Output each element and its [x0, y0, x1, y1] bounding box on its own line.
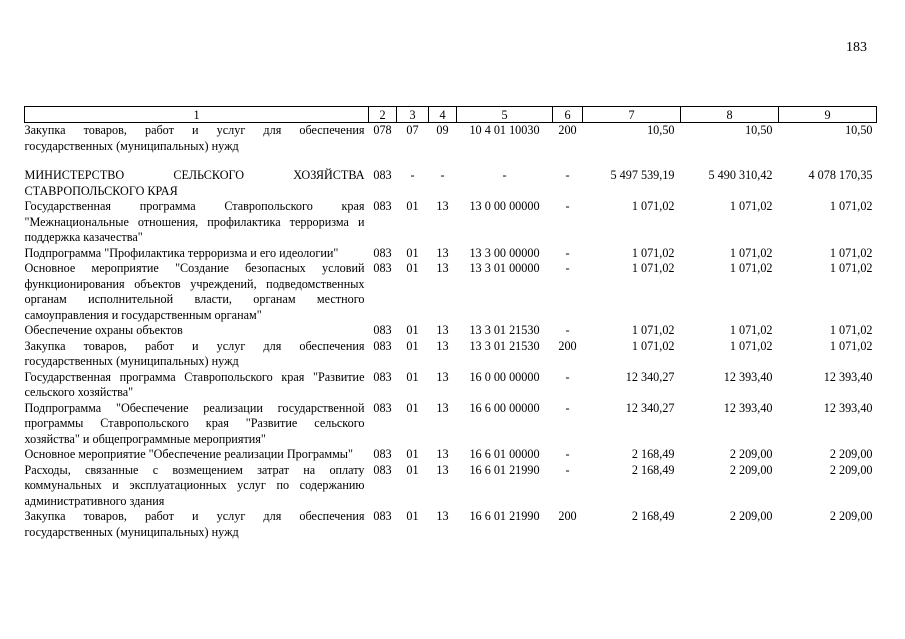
spacer-row	[25, 154, 877, 168]
row-amount-col7: 2 168,49	[631, 509, 675, 523]
row-description: Подпрограмма "Профилактика терроризма и его идеологии"	[24, 245, 339, 260]
table-row	[25, 447, 877, 463]
row-expense-type: -	[565, 369, 570, 384]
column-header: 5	[457, 107, 553, 123]
row-expense-type: -	[565, 400, 570, 415]
row-amount-col7: 12 340,27	[625, 369, 675, 384]
row-description: Государственная программа Ставропольского края "Развитие сельского хозяйства"	[24, 369, 365, 399]
row-subsection: 13	[436, 323, 449, 337]
row-ministry-code: 083	[373, 261, 392, 275]
row-ministry-code: 083	[373, 199, 392, 213]
row-target-article: 16 6 00 00000	[469, 400, 540, 415]
row-amount-col8: 1 071,02	[729, 323, 773, 337]
table-row	[25, 123, 877, 155]
table-row	[25, 323, 877, 339]
row-ministry-code: 078	[373, 123, 392, 137]
row-subsection: 09	[436, 123, 449, 137]
row-expense-type: -	[565, 168, 570, 182]
row-amount-col7: 2 168,49	[631, 447, 675, 461]
row-amount-col9: 2 209,00	[829, 462, 873, 477]
row-amount-col8: 1 071,02	[729, 261, 773, 275]
row-subsection: 13	[436, 245, 449, 260]
row-target-article: 13 3 01 21530	[469, 323, 540, 337]
row-section: 01	[406, 245, 419, 260]
row-target-article: 13 3 00 00000	[469, 245, 540, 260]
row-amount-col9: 1 071,02	[829, 338, 873, 353]
row-amount-col8: 1 071,02	[729, 199, 773, 213]
row-expense-type: -	[565, 447, 570, 461]
row-section: 01	[406, 261, 419, 275]
row-section: 01	[406, 199, 419, 213]
row-subsection: 13	[436, 338, 449, 353]
row-expense-type: -	[565, 323, 570, 337]
row-amount-col9: 2 209,00	[829, 447, 873, 461]
row-subsection: 13	[436, 199, 449, 213]
row-amount-col7: 5 497 539,19	[610, 168, 675, 182]
row-amount-col8: 2 209,00	[729, 509, 773, 523]
row-target-article: 16 6 01 21990	[469, 509, 540, 523]
table-row	[25, 261, 877, 323]
table-row	[25, 463, 877, 510]
row-target-article: 13 0 00 00000	[469, 199, 540, 213]
row-ministry-code: 083	[373, 509, 392, 523]
row-amount-col9: 4 078 170,35	[808, 168, 873, 182]
row-expense-type: -	[565, 245, 570, 260]
row-expense-type: 200	[558, 338, 577, 353]
row-ministry-code: 083	[373, 447, 392, 461]
row-amount-col7: 1 071,02	[631, 199, 675, 213]
row-amount-col8: 1 071,02	[729, 245, 773, 260]
row-amount-col7: 12 340,27	[625, 400, 675, 415]
row-target-article: 16 0 00 00000	[469, 369, 540, 384]
row-ministry-code: 083	[373, 323, 392, 337]
row-target-article: 13 3 01 21530	[469, 338, 540, 353]
row-description: Обеспечение охраны объектов	[24, 323, 183, 337]
row-amount-col7: 2 168,49	[631, 462, 675, 477]
row-section: 01	[406, 338, 419, 353]
row-description: Основное мероприятие "Создание безопасных условий функционирования объектов учреждений, подведомственных органам исполнительной власти, органам местного самоуправления и государственным органам"	[24, 261, 365, 322]
row-subsection: 13	[436, 447, 449, 461]
row-amount-col8: 10,50	[745, 123, 773, 137]
row-section: 01	[406, 462, 419, 477]
row-ministry-code: 083	[373, 400, 392, 415]
table-row	[25, 370, 877, 401]
row-section: -	[410, 168, 415, 182]
row-section: 01	[406, 400, 419, 415]
row-amount-col9: 12 393,40	[823, 400, 873, 415]
row-amount-col9: 1 071,02	[829, 245, 873, 260]
row-section: 07	[406, 123, 419, 137]
row-subsection: 13	[436, 369, 449, 384]
row-amount-col8: 12 393,40	[723, 369, 773, 384]
row-target-article: 16 6 01 00000	[469, 447, 540, 461]
row-expense-type: -	[565, 261, 570, 275]
column-header: 9	[779, 107, 877, 123]
column-header: 2	[369, 107, 397, 123]
row-amount-col7: 1 071,02	[631, 261, 675, 275]
row-amount-col8: 1 071,02	[729, 338, 773, 353]
row-target-article: 13 3 01 00000	[469, 261, 540, 275]
row-description: Закупка товаров, работ и услуг для обеспечения государственных (муниципальных) нужд	[24, 123, 365, 153]
row-description: МИНИСТЕРСТВО СЕЛЬСКОГО ХОЗЯЙСТВА СТАВРОПОЛЬСКОГО КРАЯ	[24, 168, 365, 198]
row-description: Расходы, связанные с возмещением затрат на оплату коммунальных и эксплуатационных услуг по содержанию административного здания	[24, 462, 365, 508]
row-target-article: 10 4 01 10030	[469, 123, 540, 137]
row-ministry-code: 083	[373, 338, 392, 353]
row-description: Закупка товаров, работ и услуг для обеспечения государственных (муниципальных) нужд	[24, 509, 365, 539]
row-amount-col9: 1 071,02	[829, 261, 873, 275]
table-row	[25, 401, 877, 448]
row-amount-col9: 2 209,00	[829, 509, 873, 523]
row-expense-type: -	[565, 199, 570, 213]
row-expense-type: 200	[558, 509, 577, 523]
column-header: 7	[583, 107, 681, 123]
row-ministry-code: 083	[373, 168, 392, 182]
row-description: Закупка товаров, работ и услуг для обеспечения государственных (муниципальных) нужд	[24, 338, 365, 368]
row-amount-col8: 5 490 310,42	[708, 168, 773, 182]
row-amount-col8: 2 209,00	[729, 447, 773, 461]
row-amount-col7: 10,50	[647, 123, 675, 137]
row-amount-col9: 12 393,40	[823, 369, 873, 384]
column-header: 6	[553, 107, 583, 123]
row-expense-type: -	[565, 462, 570, 477]
row-subsection: 13	[436, 261, 449, 275]
budget-table	[24, 106, 877, 540]
row-ministry-code: 083	[373, 462, 392, 477]
row-target-article: 16 6 01 21990	[469, 462, 540, 477]
row-ministry-code: 083	[373, 245, 392, 260]
row-target-article: -	[502, 168, 507, 182]
row-section: 01	[406, 323, 419, 337]
row-subsection: 13	[436, 400, 449, 415]
column-header: 8	[681, 107, 779, 123]
row-amount-col9: 1 071,02	[829, 323, 873, 337]
row-amount-col9: 10,50	[845, 123, 873, 137]
table-row	[25, 509, 877, 540]
row-section: 01	[406, 509, 419, 523]
row-amount-col9: 1 071,02	[829, 199, 873, 213]
row-description: Подпрограмма "Обеспечение реализации государственной программы Ставропольского края "Развитие сельского хозяйства" и общепрограммные мероприятия"	[24, 400, 365, 446]
row-subsection: 13	[436, 462, 449, 477]
table-row	[25, 339, 877, 370]
row-amount-col7: 1 071,02	[631, 338, 675, 353]
row-ministry-code: 083	[373, 369, 392, 384]
table-row	[25, 199, 877, 246]
row-section: 01	[406, 369, 419, 384]
row-expense-type: 200	[558, 123, 577, 137]
row-amount-col8: 2 209,00	[729, 462, 773, 477]
row-description: Основное мероприятие "Обеспечение реализации Программы"	[24, 447, 353, 461]
row-subsection: -	[440, 168, 445, 182]
row-amount-col8: 12 393,40	[723, 400, 773, 415]
column-header: 3	[397, 107, 429, 123]
table-row	[25, 246, 877, 262]
row-subsection: 13	[436, 509, 449, 523]
column-header: 1	[25, 107, 369, 123]
page-number: 183	[846, 40, 867, 55]
row-amount-col7: 1 071,02	[631, 323, 675, 337]
column-header: 4	[429, 107, 457, 123]
table-row	[25, 168, 877, 199]
row-description: Государственная программа Ставропольского края "Межнациональные отношения, профилактика терроризма и поддержка казачества"	[24, 199, 365, 244]
row-section: 01	[406, 447, 419, 461]
row-amount-col7: 1 071,02	[631, 245, 675, 260]
column-header-row	[25, 107, 877, 123]
